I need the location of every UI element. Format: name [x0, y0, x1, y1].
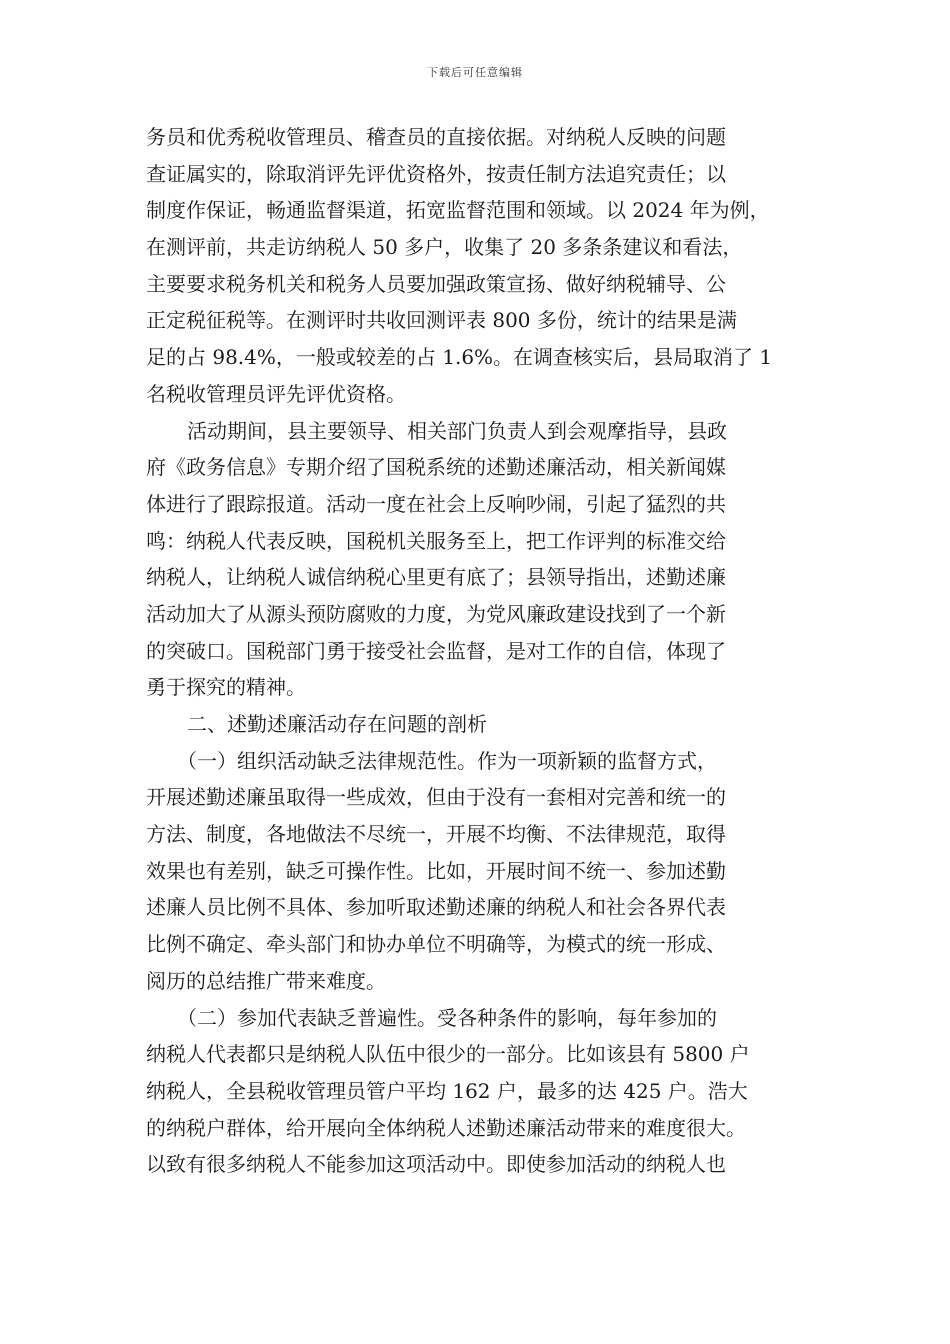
document-body	[146, 119, 811, 1183]
text-line: 鸣：纳税人代表反映，国税机关服务至上，把工作评判的标准交给	[146, 528, 726, 553]
text-line: 在测评前，共走访纳税人 50 多户，收集了 20 多条条建议和看法，	[146, 235, 743, 260]
text-line: 效果也有差别，缺乏可操作性。比如，开展时间不统一、参加述勤	[146, 858, 726, 883]
text-line: 查证属实的，除取消评先评优资格外，按责任制方法追究责任；以	[146, 161, 726, 186]
text-line: 制度作保证，畅通监督渠道，拓宽监督范围和领域。以 2024 年为例，	[146, 198, 770, 223]
page-header: 下载后可任意编辑	[427, 66, 523, 79]
text-line: 名税收管理员评先评优资格。	[146, 381, 406, 406]
text-line: 方法、制度，各地做法不尽统一，开展不均衡、不法律规范，取得	[146, 822, 726, 847]
text-line: 比例不确定、牵头部门和协办单位不明确等，为模式的统一形成、	[146, 932, 726, 957]
text-line: （一）组织活动缺乏法律规范性。作为一项新颖的监督方式，	[177, 748, 717, 773]
text-line: （二）参加代表缺乏普遍性。受各种条件的影响，每年参加的	[177, 1005, 717, 1030]
text-line: 勇于探究的精神。	[146, 675, 306, 700]
text-line: 足的占 98.4%，一般或较差的占 1.6%。在调查核实后，县局取消了 1	[146, 345, 773, 370]
text-line: 活动加大了从源头预防腐败的力度，为党风廉政建设找到了一个新	[146, 601, 726, 626]
text-line: 府《政务信息》专期介绍了国税系统的述勤述廉活动，相关新闻媒	[146, 455, 726, 480]
text-line: 纳税人，全县税收管理员管户平均 162 户，最多的达 425 户。浩大	[146, 1078, 748, 1103]
text-line: 二、述勤述廉活动存在问题的剖析	[187, 712, 487, 736]
text-line: 的突破口。国税部门勇于接受社会监督，是对工作的自信，体现了	[146, 638, 726, 663]
text-line: 体进行了跟踪报道。活动一度在社会上反响吵闹，引起了猛烈的共	[146, 491, 726, 516]
text-line: 阅历的总结推广带来难度。	[146, 968, 386, 993]
text-line: 纳税人，让纳税人诚信纳税心里更有底了；县领导指出，述勤述廉	[146, 565, 726, 590]
text-line: 以致有很多纳税人不能参加这项活动中。即使参加活动的纳税人也	[146, 1152, 726, 1177]
text-line: 务员和优秀税收管理员、稽查员的直接依据。对纳税人反映的问题	[146, 125, 726, 149]
text-line: 主要要求税务机关和税务人员要加强政策宣扬、做好纳税辅导、公	[146, 271, 726, 296]
text-line: 活动期间，县主要领导、相关部门负责人到会观摩指导，县政	[187, 418, 727, 443]
text-line: 纳税人代表都只是纳税人队伍中很少的一部分。比如该县有 5800 户	[146, 1042, 750, 1067]
text-line: 述廉人员比例不具体、参加听取述勤述廉的纳税人和社会各界代表	[146, 895, 726, 920]
text-line: 正定税征税等。在测评时共收回测评表 800 多份，统计的结果是满	[146, 308, 737, 333]
text-line: 开展述勤述廉虽取得一些成效，但由于没有一套相对完善和统一的	[146, 785, 726, 810]
text-line: 的纳税户群体，给开展向全体纳税人述勤述廉活动带来的难度很大。	[146, 1115, 746, 1140]
